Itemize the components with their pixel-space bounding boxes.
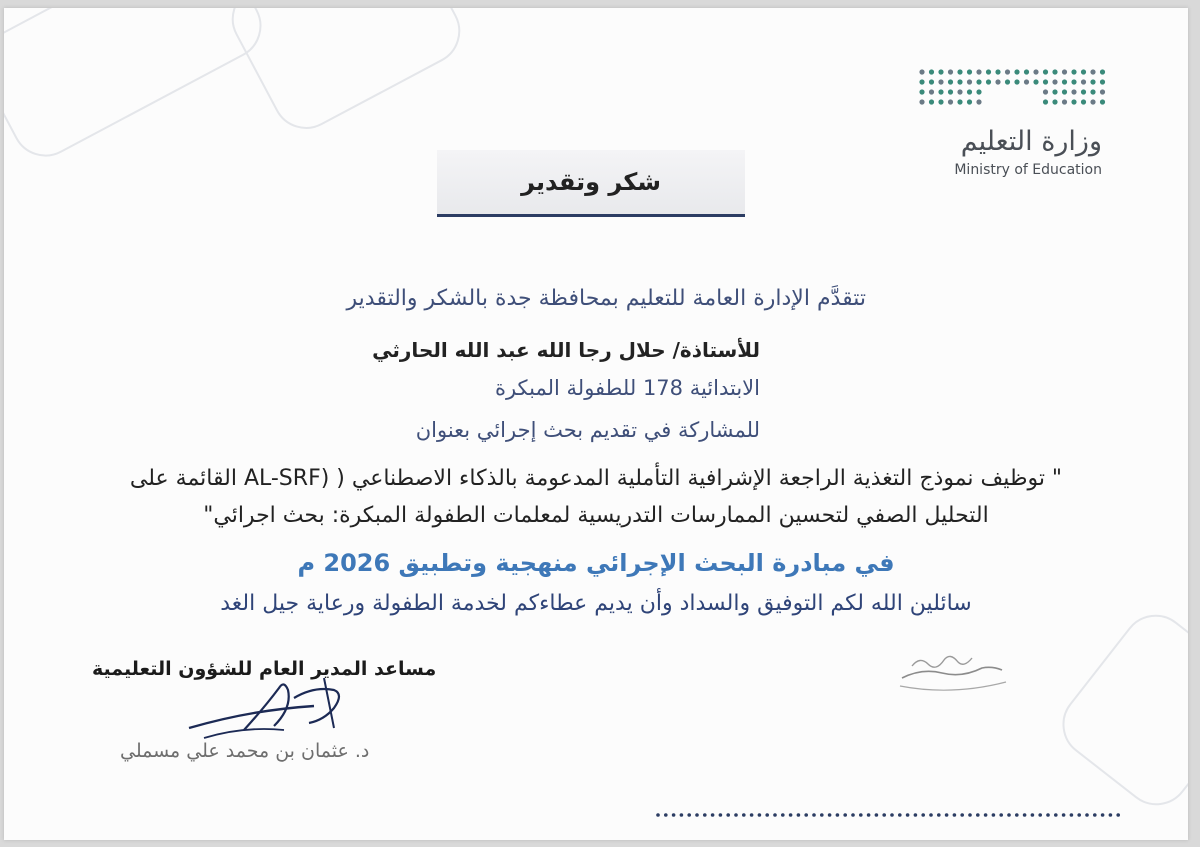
initials-signature — [892, 638, 1012, 698]
decorative-frame-bottom-right — [1049, 601, 1188, 819]
initiative-name: في مبادرة البحث الإجرائي منهجية وتطبيق 2026 م — [297, 549, 895, 577]
research-title-line-1: " توظيف نموذج التغذية الراجعة الإشرافية التأملية المدعومة بالذكاء الاصطناعي ( (AL-SRF القائمة على — [129, 466, 1063, 491]
signatory-name: د. عثمان بن محمد علي مسملي — [120, 740, 370, 762]
logo-arabic-text: وزارة التعليم — [960, 126, 1102, 157]
decorative-frame-top — [220, 8, 472, 141]
certificate-title-box — [437, 150, 745, 217]
school-name: الابتدائية 178 للطفولة المبكرة — [494, 376, 760, 400]
ministry-logo-dots-icon — [916, 64, 1116, 124]
decorative-frame-top-left — [4, 8, 273, 168]
certificate-page — [4, 8, 1188, 840]
research-title-line-2: التحليل الصفي لتحسين الممارسات التدريسية لمعلمات الطفولة المبكرة: بحث اجرائي" — [203, 503, 989, 528]
handwritten-signature — [184, 668, 374, 743]
ministry-logo — [916, 64, 1116, 194]
recipient-name: للأستاذة/ حلال رجا الله عبد الله الحارثي — [372, 338, 760, 362]
decorative-dot-line — [654, 810, 1124, 820]
logo-english-text: Ministry of Education — [954, 162, 1102, 178]
closing-wish: سائلين الله لكم التوفيق والسداد وأن يديم عطاءكم لخدمة الطفولة ورعاية جيل الغد — [220, 591, 972, 616]
certificate-title: شكر وتقدير — [521, 168, 661, 196]
body-line-participation: للمشاركة في تقديم بحث إجرائي بعنوان — [415, 418, 760, 442]
signatory-title: مساعد المدير العام للشؤون التعليمية — [92, 658, 437, 680]
body-line-intro: تتقدَّم الإدارة العامة للتعليم بمحافظة جدة بالشكر والتقدير — [346, 286, 866, 311]
